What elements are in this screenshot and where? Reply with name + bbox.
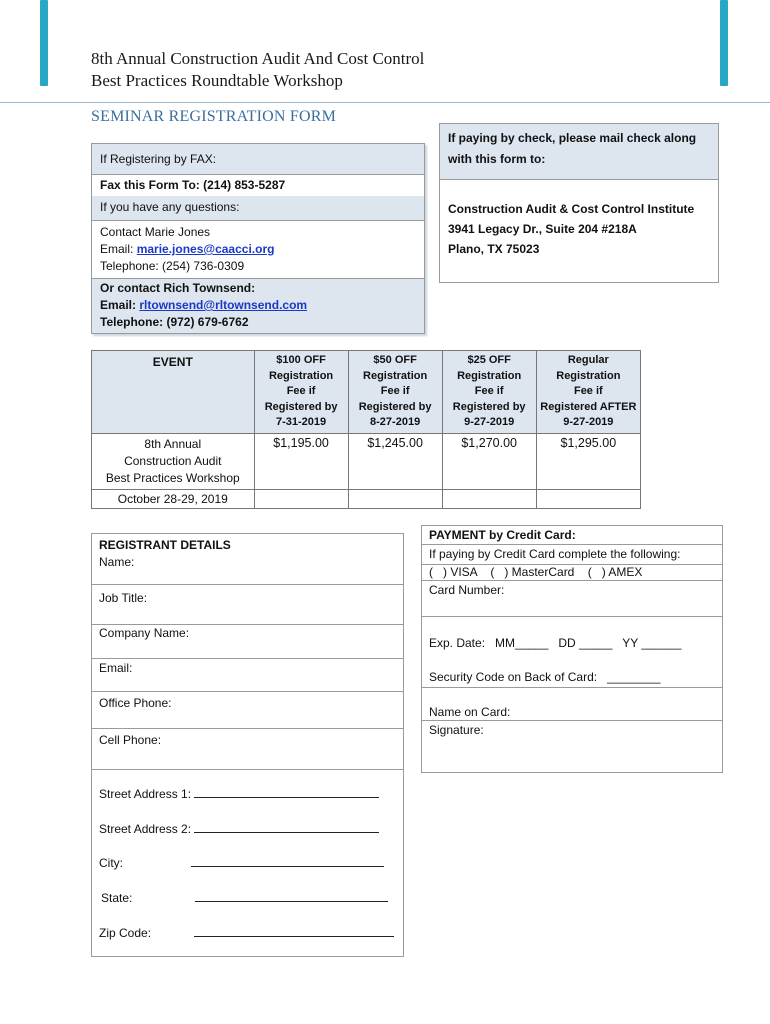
cell-phone-field[interactable]: Cell Phone: (99, 733, 162, 747)
form-title: SEMINAR REGISTRATION FORM (91, 108, 337, 125)
empty-cell (254, 489, 348, 508)
event-date-cell: October 28-29, 2019 (92, 489, 255, 508)
email-field[interactable]: Email: (99, 661, 133, 675)
office-phone-field[interactable]: Office Phone: (99, 696, 172, 710)
mail-address-line2: 3941 Legacy Dr., Suite 204 #218A (448, 222, 637, 236)
company-name-field[interactable]: Company Name: (99, 626, 190, 640)
name-on-card-field[interactable]: Name on Card: (429, 705, 511, 719)
zip-code-field[interactable]: Zip Code: (99, 924, 394, 940)
right-accent-bar (720, 0, 728, 86)
price-cell: $1,295.00 (536, 433, 640, 489)
alt-contact-name: Or contact Rich Townsend: (100, 281, 256, 295)
payment-heading: PAYMENT by Credit Card: (429, 528, 576, 542)
fax-heading: If Registering by FAX: (100, 152, 217, 166)
street-address-2-field[interactable]: Street Address 2: (99, 820, 379, 836)
table-row (92, 489, 641, 508)
event-name-cell: 8th Annual Construction Audit Best Practices Workshop (92, 433, 255, 489)
fax-number: Fax this Form To: (214) 853-5287 (100, 178, 286, 192)
job-title-field[interactable]: Job Title: (99, 591, 148, 605)
contact-telephone: Telephone: (254) 736-0309 (100, 259, 245, 273)
price-cell: $1,195.00 (254, 433, 348, 489)
event-column-header: EVENT (92, 351, 255, 434)
registrant-heading: REGISTRANT DETAILS (99, 538, 231, 552)
table-header-row (92, 351, 641, 434)
page-title-line2: Best Practices Roundtable Workshop (91, 71, 343, 90)
table-row (92, 433, 641, 489)
mail-check-box (439, 123, 719, 283)
alt-contact-telephone: Telephone: (972) 679-6762 (100, 315, 249, 329)
contact-name: Contact Marie Jones (100, 225, 211, 239)
street-address-1-field[interactable]: Street Address 1: (99, 785, 379, 801)
card-number-field[interactable]: Card Number: (429, 583, 505, 597)
state-field[interactable]: State: (99, 889, 388, 905)
price-column-header: Regular Registration Fee if Registered AFTER 9-27-2019 (536, 351, 640, 434)
contact-email-link[interactable]: marie.jones@caacci.org (136, 242, 275, 256)
alt-contact-email-link[interactable]: rltownsend@rltownsend.com (139, 298, 308, 312)
alt-contact-email-row: Email: rltownsend@rltownsend.com (100, 298, 308, 312)
price-column-header: $25 OFF Registration Fee if Registered by 9-27-2019 (442, 351, 536, 434)
exp-date-field[interactable]: Exp. Date: MM_____ DD _____ YY ______ (429, 636, 682, 650)
mail-check-heading: If paying by check, please mail check along with this form to: (448, 131, 697, 166)
fax-contact-box (91, 143, 425, 334)
price-column-header: $100 OFF Registration Fee if Registered by 7-31-2019 (254, 351, 348, 434)
security-code-field[interactable]: Security Code on Back of Card: ________ (429, 670, 661, 684)
contact-email-row: Email: marie.jones@caacci.org (100, 242, 275, 256)
questions-heading: If you have any questions: (100, 200, 240, 214)
header-divider (0, 102, 770, 103)
event-pricing-table (91, 350, 641, 509)
name-field[interactable]: Name: (99, 555, 135, 569)
payment-instruction: If paying by Credit Card complete the following: (429, 547, 681, 561)
city-field[interactable]: City: (99, 854, 384, 870)
empty-cell (348, 489, 442, 508)
registrant-details-box (91, 533, 404, 957)
mail-address-line3: Plano, TX 75023 (448, 242, 540, 256)
page-title-line1: 8th Annual Construction Audit And Cost Control (91, 49, 425, 68)
price-cell: $1,245.00 (348, 433, 442, 489)
price-column-header: $50 OFF Registration Fee if Registered by 8-27-2019 (348, 351, 442, 434)
empty-cell (536, 489, 640, 508)
left-accent-bar (40, 0, 48, 86)
price-cell: $1,270.00 (442, 433, 536, 489)
card-type-options[interactable]: ( ) VISA ( ) MasterCard ( ) AMEX (429, 565, 643, 579)
signature-field[interactable]: Signature: (429, 723, 484, 737)
empty-cell (442, 489, 536, 508)
mail-address-line1: Construction Audit & Cost Control Institute (448, 202, 695, 216)
payment-box (421, 525, 723, 773)
